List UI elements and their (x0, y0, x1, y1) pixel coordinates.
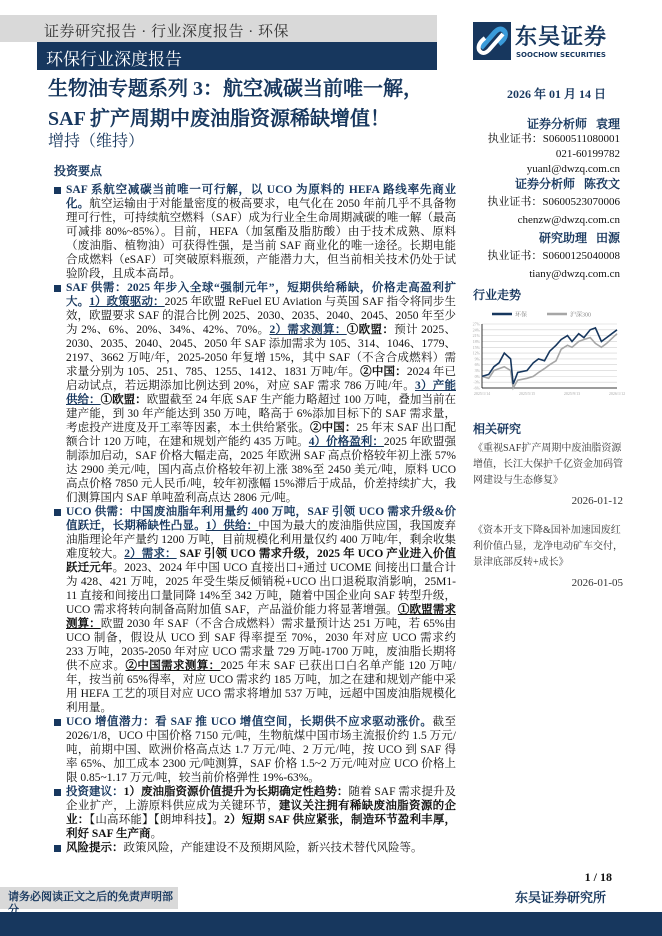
bullet-text: 欧盟截至 24 年底 SAF 生产能力略超过 100 万吨，叠加当前在建产能，到 30 年产能达到 350 万吨，略高于 6%添加目标下的 SAF 需求量，考虑投产进度及开工率等因素，本土供给紧张。 (66, 394, 456, 434)
bullet-emphasis: ①欧盟需求测算： (66, 604, 457, 630)
x-tick-label: 2025/1/14 (473, 391, 491, 396)
bullet-text: 【山高环能】【朗坤科技】。 (89, 814, 225, 826)
bullet-text: 2024 年已启动试点，若远期添加比例达到 20%，对应 SAF 需求 786 万吨/年。 (66, 366, 457, 392)
bullet-emphasis: 建议关注拥有稀缺废油脂资源的企业： (66, 800, 456, 826)
bullet-text: 随着 SAF 需求提升及企业扩产，上游原料供应成为关键环节， (66, 786, 456, 812)
page-title (48, 74, 423, 134)
square-bullet-icon (54, 789, 61, 796)
cert-label: 执业证书： (487, 196, 543, 208)
analyst-phone: 021-60199782 (555, 148, 620, 160)
bullet-emphasis: 4）价格盈利： (308, 436, 384, 448)
bullet-text: 2025 年末 SAF 已获出口白名单产能 120 万吨/年，按当前 65%得率，对应 UCO 需求约 185 万吨，加之在建和规划产能中采用 HEFA 工艺的项目对应 UCO 需求将增加 537 万吨，远超中国废油脂规模化利用量。 (66, 660, 457, 714)
report-type-bar (37, 42, 437, 70)
bullet-text: 欧盟 2030 年 SAF（不含合成燃料）需求量预计达 251 万吨，若 65%由 UCO 制备，假设从 UCO 到 SAF 得率提至 70%，2030 年对应 UCO 需求约 233 万吨，2035-2050 年对应 UCO 需求量 729 万吨-1700 万吨，废油脂长期将供不应求。 (66, 618, 456, 672)
bullet-text: 预计 2025、2030、2035、2040、2045、2050 年 SAF 添加需求为 105、314、1046、1779、2197、3662 万吨/年，2025-2050 年复增 15%，其中 SAF（不含合成燃料）需求量分别为 105、251、785、1255、1412、1831 万吨/年。 (66, 324, 457, 378)
bullet-item (48, 183, 456, 281)
square-bullet-icon (54, 845, 61, 852)
x-tick-label: 2025/9/13 (563, 391, 581, 396)
y-tick-label: 21% (472, 333, 480, 339)
bullet-text: 2025 年欧盟 ReFuel EU Aviation 与英国 SAF 指令将同步生效，欧盟要求 SAF 的混合比例 2025、2030、2035、2040、2045、2050 年至少为 2%、6%、20%、34%、42%、70%。 (66, 296, 457, 336)
related-item[interactable]: 《重视SAF扩产周期中废油脂资源增值，长江大保护千亿资金加码管网建设与生态修复》 (473, 443, 623, 486)
page-number: 1 / 18 (584, 870, 612, 884)
bullet-text: 截至 2026/1/8，UCO 中国价格 7150 元/吨，生物航煤中国市场主流报价约 1.5 万元/吨，前期中国、欧洲价格高点达 1.7 万元/吨、2 万元/吨，按 UCO 到 SAF 得率 65%、加工成本 2300 元/吨测算，SAF 价格 1.5~2 万元/吨对应 UCO 价格上限 0.85~1.17 万元/吨，较当前价格弹性 19%-63%。 (66, 716, 457, 784)
analyst-name: 陈孜文 (583, 177, 620, 191)
rating: 增持（维持） (48, 133, 145, 150)
bullet-emphasis: 3）产能供给： (66, 380, 456, 406)
analyst-role: 证券分析师 (514, 177, 575, 191)
report-date: 2026 年 01 月 14 日 (506, 87, 606, 101)
bullet-emphasis: ①欧盟： (346, 324, 395, 336)
related-date: 2026-01-05 (571, 577, 623, 589)
breadcrumb-bar (0, 15, 437, 42)
bullet-text: 。 (150, 828, 163, 840)
cert-label: 执业证书： (487, 133, 543, 145)
analyst (430, 231, 620, 282)
y-tick-label: -6% (473, 385, 480, 391)
logo-brand: 东吴证券 (515, 25, 608, 50)
bullet-text: 中国为最大的废油脂供应国，我国废弃油脂理论年产量约 1200 万吨，目前规模化利用量仅约 400 万吨/年，剩余收集难度较大。 (66, 520, 457, 560)
y-tick-label: 27% (472, 321, 480, 327)
company-logo (473, 22, 623, 66)
industry-trend-chart (462, 308, 626, 400)
bullet-emphasis: 风险提示： (66, 842, 124, 854)
analyst-name: 袁理 (595, 117, 620, 131)
related-research (473, 421, 623, 605)
bullet-emphasis: ②中国： (309, 422, 357, 434)
y-tick-label: 15% (472, 344, 480, 350)
x-tick-label: 2025/5/15 (518, 391, 536, 396)
related-item[interactable]: 《资本开支下降&国补加速国废红利价值凸显，龙净电动矿车交付，景津底部反转+成长》 (473, 525, 623, 568)
bullet-item (48, 281, 456, 505)
key-points (48, 164, 456, 855)
y-tick-label: 3% (474, 368, 480, 374)
y-tick-label: 0% (474, 373, 480, 379)
analyst-role: 研究助理 (538, 231, 587, 245)
bullet-emphasis: 2）短期 SAF 供应紧张，制造环节盈利丰厚，利好 SAF 生产商 (66, 814, 457, 840)
breadcrumb: 证券研究报告 · 行业深度报告 · 环保 (44, 24, 289, 40)
cert-number: S0600511080001 (542, 133, 620, 145)
trend-title: 行业走势 (473, 288, 522, 302)
institute-name: 东吴证券研究所 (514, 890, 606, 905)
y-tick-label: 6% (474, 362, 480, 368)
cert-number: S0600125040008 (542, 250, 620, 262)
bullet-item (48, 841, 456, 855)
y-tick-label: 9% (474, 356, 480, 362)
bullet-item (48, 785, 456, 841)
bullet-emphasis: 1）供给： (205, 520, 259, 532)
bullet-item (48, 715, 456, 785)
x-tick-label: 2026/1/12 (608, 391, 626, 396)
analyst-list (430, 117, 620, 282)
square-bullet-icon (54, 509, 61, 516)
square-bullet-icon (54, 187, 61, 194)
analyst-email[interactable]: chenzw@dwzq.com.cn (517, 214, 620, 226)
analyst (430, 177, 620, 228)
y-tick-label: -3% (473, 379, 480, 385)
bullet-text: 。2023、2024 年中国 UCO 直接出口+通过 UCOME 间接出口量合计为 428、421 万吨，2025 年受生柴反倾销税+UCO 出口退税取消影响，25M1-11 直接和间接出口量同降 14%至 342 万吨，随着中国企业向 SAF 转型升级，UCO 需求将转向制备高附加值 SAF，产品溢价能力将显著增强。 (66, 562, 457, 616)
related-date: 2026-01-12 (571, 495, 623, 507)
bullet-emphasis: 2）需求测算： (269, 324, 347, 336)
logo-english: SOOCHOW SECURITIES (516, 51, 606, 59)
report-type: 环保行业深度报告 (46, 50, 182, 69)
bullet-list (48, 183, 456, 855)
cert-label: 执业证书： (487, 250, 543, 262)
title-line-1: 生物油专题系列 3：航空减碳当前唯一解， (48, 78, 423, 100)
square-bullet-icon (54, 285, 61, 292)
y-tick-label: 18% (472, 338, 480, 344)
analyst-email[interactable]: yuanl@dwzq.com.cn (526, 163, 620, 175)
bullet-emphasis: 1）政策驱动： (89, 296, 165, 308)
bullet-text: 政策风险，产能建设不及预期风险，新兴技术替代风险等。 (123, 842, 423, 854)
analyst-name: 田源 (595, 231, 620, 245)
bullet-emphasis: SAF 供需：2025 年步入全球“强制元年”，短期供给稀缺，价格走高盈利扩大。 (66, 282, 456, 308)
bullet-emphasis: SAF 系航空减碳当前唯一可行解，以 UCO 为原料的 HEFA 路线率先商业化。 (66, 184, 456, 210)
disclaimer-bar (0, 887, 178, 916)
analyst-email[interactable]: tiany@dwzq.com.cn (529, 268, 620, 280)
y-tick-label: 12% (472, 350, 480, 356)
legend-label: 环保 (515, 312, 528, 319)
bullet-emphasis: 投资建议： (66, 786, 124, 798)
chart-svg (462, 308, 626, 400)
bullet-emphasis: ②中国需求测算： (125, 660, 221, 672)
bullet-text: 25 年末 SAF 出口配额合计 120 万吨，在建和规划产能约 435 万吨。 (66, 422, 456, 448)
key-points-title: 投资要点 (54, 164, 103, 178)
y-tick-label: 24% (472, 327, 480, 333)
logo-mark-icon (473, 22, 511, 60)
series-line-hs300 (482, 334, 617, 388)
bullet-emphasis: ①欧盟： (100, 394, 147, 406)
bullet-text: 2025 年欧盟强制添加启动，SAF 价格大幅走高，2025 年欧洲 SAF 高点价格较年初上涨 57%达 2900 美元/吨，国内高点价格较年初上涨 38%至 2450 美元/吨，原料 UCO 高点价格 7850 元人民币/吨，较年初涨幅 15%滞后于成品，价差持续扩大，我们测算国内 SAF 单吨盈利高点达 2806 元/吨。 (66, 436, 457, 504)
legend-label: 沪深300 (570, 312, 592, 319)
series-line-env (482, 328, 617, 384)
disclaimer: 请务必阅读正文之后的免责声明部分 (8, 891, 173, 916)
bullet-emphasis: SAF 引领 UCO 需求升级，2025 年 UCO 产业进入价值跃迁元年 (66, 548, 456, 574)
analyst (430, 117, 620, 177)
bullet-emphasis: UCO 增值潜力：看 SAF 推 UCO 增值空间，长期供不应求驱动涨价。 (66, 716, 433, 728)
bullet-emphasis: 1）废油脂资源价值提升为长期确定性趋势： (123, 786, 349, 798)
title-line-2: SAF 扩产周期中废油脂资源稀缺增值！ (48, 108, 391, 130)
bullet-emphasis: ②中国： (360, 366, 407, 378)
cert-number: S0600523070006 (542, 196, 620, 208)
bullet-item (48, 505, 456, 715)
bullet-emphasis: 2）需求： (124, 548, 177, 560)
bullet-text: 航空运输由于对能量密度的极高要求，电气化在 2050 年前几乎不具备物理可行性，可持续航空燃料（SAF）成为行业全生命周期减碳的唯一解（最高可减排 80%~85%）。目前，HEFA（加氢酯及脂肪酸）由于技术成熟、原料（废油脂、植物油）可获得性强，是当前 SAF 商业化的唯一途径。长期电能合成燃料（eSAF）可突破原料瓶颈，产能潜力大，但当前相关技术仍处于试验阶段，且成本高昂。 (66, 198, 456, 280)
square-bullet-icon (54, 719, 61, 726)
bullet-emphasis: UCO 供需：中国废油脂年利用量约 400 万吨，SAF 引领 UCO 需求升级&价值跃迁，长期稀缺性凸显。 (66, 506, 456, 532)
related-title: 相关研究 (473, 422, 522, 436)
analyst-role: 证券分析师 (526, 117, 587, 131)
